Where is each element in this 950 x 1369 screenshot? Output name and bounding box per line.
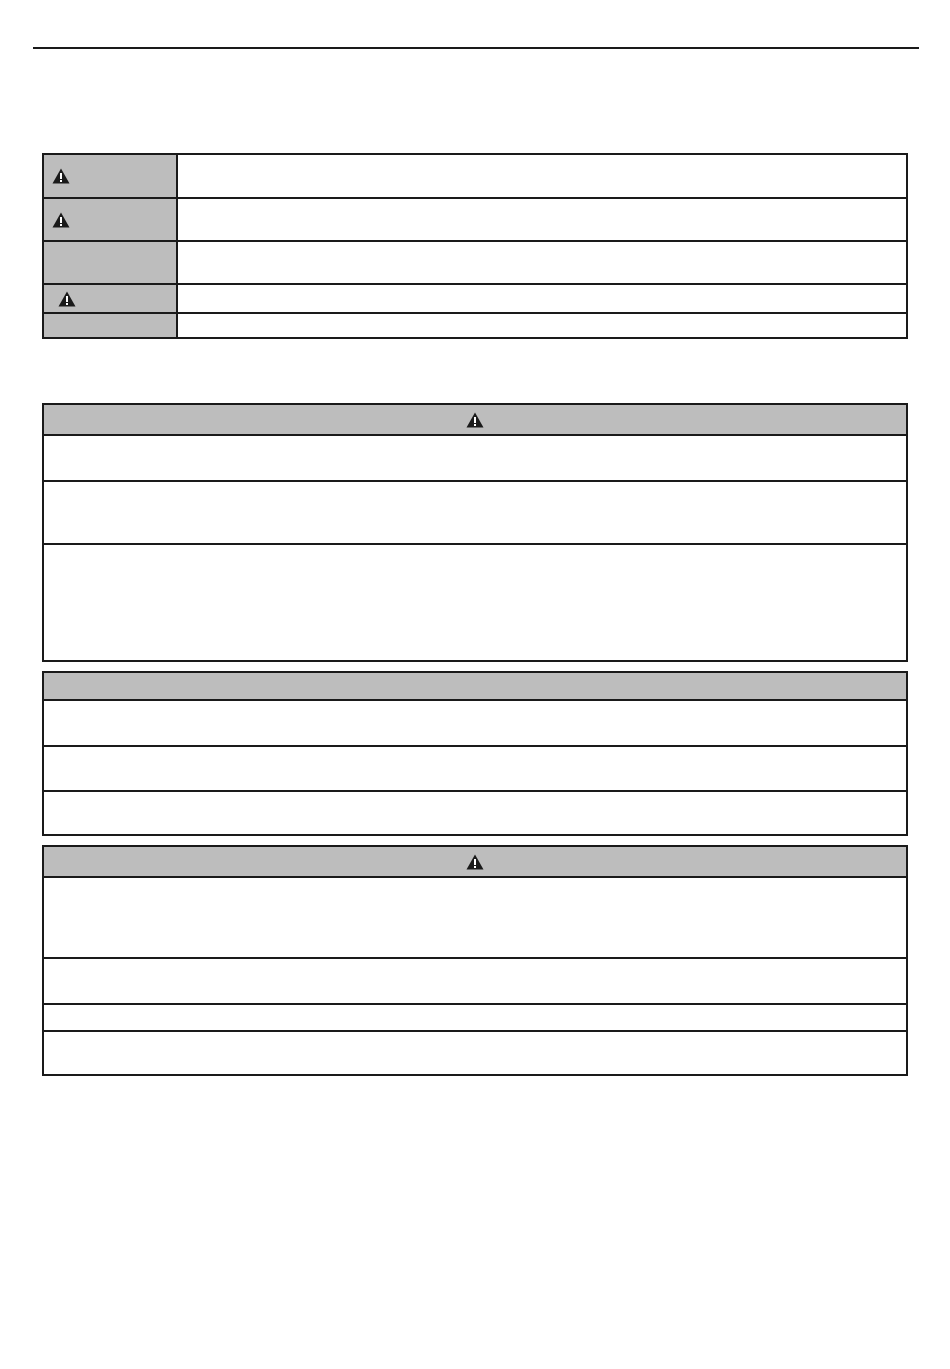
legend-row <box>44 285 906 312</box>
legend-row <box>44 242 906 283</box>
section-item <box>44 878 906 959</box>
caution-section <box>42 845 908 1076</box>
section-header <box>44 405 906 436</box>
warning-section <box>42 403 908 662</box>
legend-label-cell <box>44 314 178 337</box>
section-header <box>44 847 906 878</box>
warning-triangle-icon <box>466 412 484 428</box>
legend-row <box>44 199 906 240</box>
legend-description <box>178 155 906 197</box>
legend-row <box>44 155 906 197</box>
legend-description <box>178 285 906 312</box>
warning-triangle-icon <box>52 212 70 228</box>
signal-word-table <box>42 153 908 339</box>
legend-row <box>44 314 906 337</box>
section-header <box>44 673 906 701</box>
warning-triangle-icon <box>52 168 70 184</box>
section-item <box>44 959 906 1005</box>
section-item <box>44 436 906 482</box>
section-item <box>44 792 906 834</box>
section-item <box>44 747 906 792</box>
legend-description <box>178 242 906 283</box>
section-item <box>44 701 906 747</box>
legend-label-cell <box>44 199 178 240</box>
section-item <box>44 1032 906 1074</box>
warning-triangle-icon <box>466 854 484 870</box>
section-item <box>44 482 906 545</box>
legend-description <box>178 314 906 337</box>
warning-triangle-icon <box>58 291 76 307</box>
section-item <box>44 545 906 660</box>
legend-description <box>178 199 906 240</box>
legend-label-cell <box>44 155 178 197</box>
notice-section <box>42 671 908 836</box>
legend-label-cell <box>44 285 178 312</box>
legend-label-cell <box>44 242 178 283</box>
top-rule <box>33 47 919 49</box>
section-item <box>44 1005 906 1032</box>
